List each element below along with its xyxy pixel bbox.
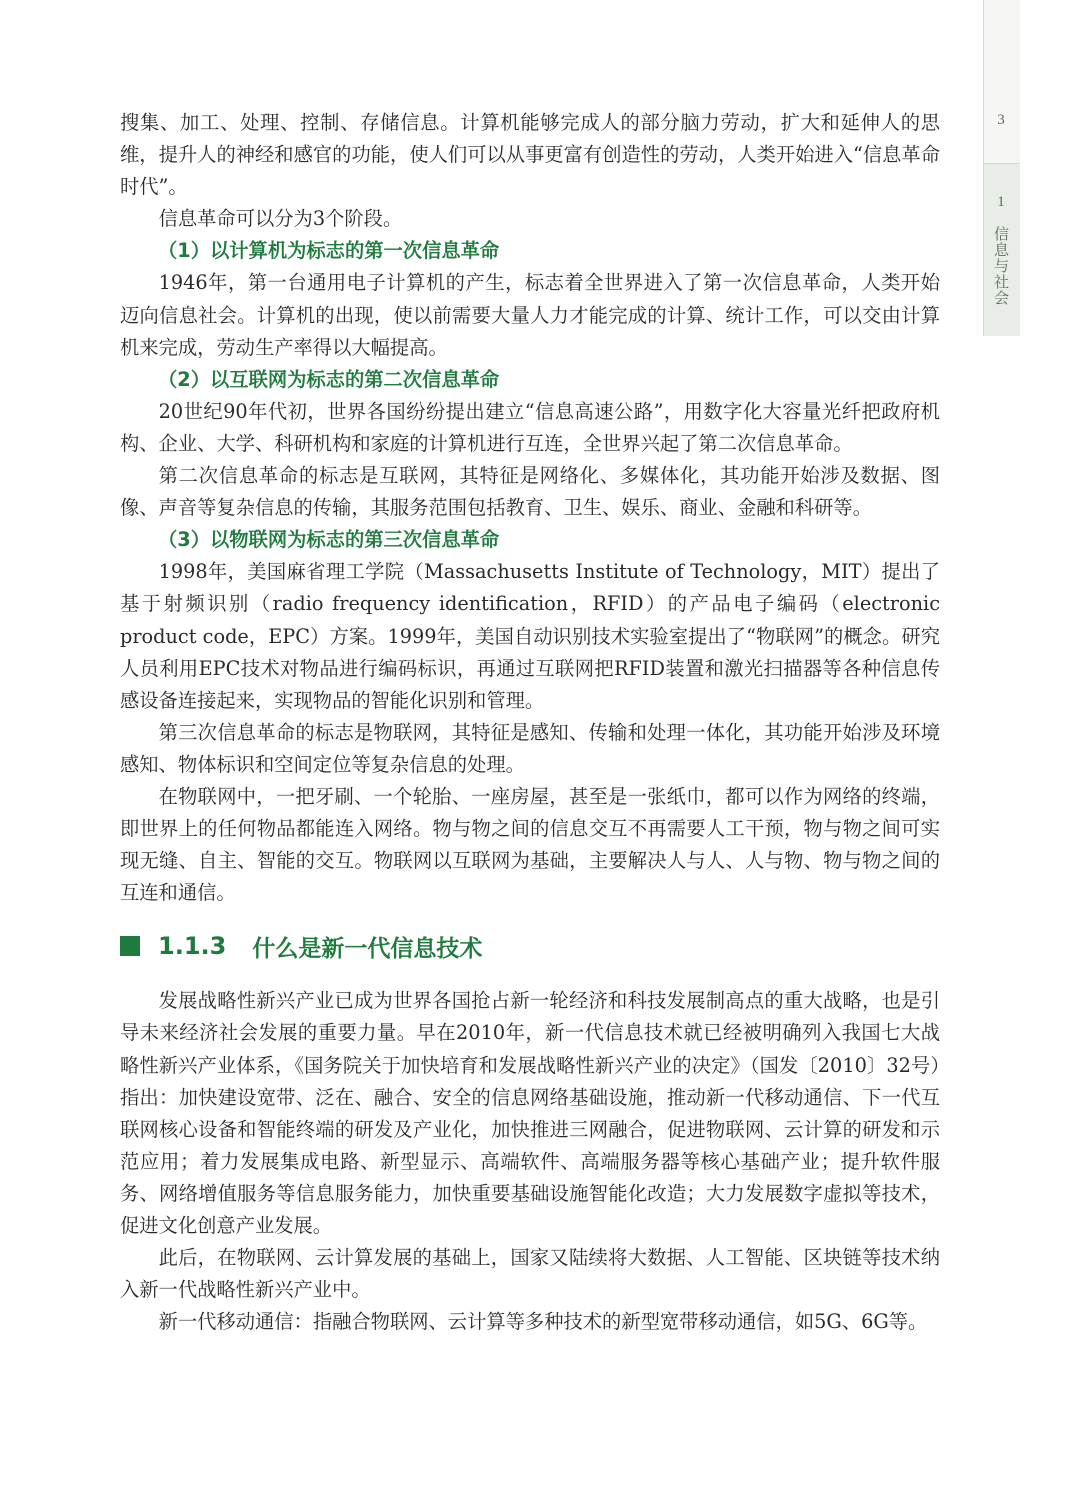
paragraph: 新一代移动通信：指融合物联网、云计算等多种技术的新型宽带移动通信，如5G、6G等。 (158, 1310, 928, 1334)
subheading-first-revolution: （1）以计算机为标志的第一次信息革命 (158, 239, 500, 263)
subheading-third-revolution: （3）以物联网为标志的第三次信息革命 (158, 528, 500, 552)
chapter-title: 信息与社会 (992, 226, 1010, 306)
paragraph: 1946年，第一台通用电子计算机的产生，标志着全世界进入了第一次信息革命，人类开始迈向信息社会。计算机的出现，使以前需要大量人力才能完成的计算、统计工作，可以交由计算机来完成，劳动生产率得以大幅提高。 (120, 271, 940, 359)
section-title: 什么是新一代信息技术 (252, 935, 483, 962)
page-content (120, 107, 940, 1338)
subheading-second-revolution: （2）以互联网为标志的第二次信息革命 (158, 367, 500, 391)
section-square-icon (120, 936, 140, 956)
section-number: 1.1.3 (158, 932, 227, 961)
section-heading (120, 929, 940, 963)
chapter-number: 1 (997, 194, 1005, 210)
paragraph: 第三次信息革命的标志是物联网，其特征是感知、传输和处理一体化，其功能开始涉及环境感知、物体标识和空间定位等复杂信息的处理。 (120, 720, 940, 776)
paragraph: 此后，在物联网、云计算发展的基础上，国家又陆续将大数据、人工智能、区块链等技术纳入新一代战略性新兴产业中。 (120, 1246, 940, 1302)
paragraph: 信息革命可以分为3个阶段。 (158, 207, 403, 231)
paragraph: 搜集、加工、处理、控制、存储信息。计算机能够完成人的部分脑力劳动，扩大和延伸人的思维，提升人的神经和感官的功能，使人们可以从事更富有创造性的劳动，人类开始进入“信息革命时代”。 (120, 111, 940, 199)
paragraph: 20世纪90年代初，世界各国纷纷提出建立“信息高速公路”，用数字化大容量光纤把政府机构、企业、大学、科研机构和家庭的计算机进行互连，全世界兴起了第二次信息革命。 (120, 399, 940, 455)
page-number-tab (984, 0, 1020, 164)
paragraph: 1998年，美国麻省理工学院（Massachusetts Institute of Technology，MIT）提出了基于射频识别（radio frequency identification，RFID）的产品电子编码（electronic product code，EPC）方案。1999年，美国自动识别技术实验室提出了“物联网”的概念。研究人员利用EPC技术对物品进行编码标识，再通过互联网把RFID装置和激光扫描器等各种信息传感设备连接起来，实现物品的智能化识别和管理。 (120, 560, 940, 712)
page-number: 3 (997, 112, 1005, 128)
paragraph: 在物联网中，一把牙刷、一个轮胎、一座房屋，甚至是一张纸巾，都可以作为网络的终端，即世界上的任何物品都能连入网络。物与物之间的信息交互不再需要人工干预，物与物之间可实现无缝、自主、智能的交互。物联网以互联网为基础，主要解决人与人、人与物、物与物之间的互连和通信。 (120, 784, 940, 905)
paragraph: 发展战略性新兴产业已成为世界各国抢占新一轮经济和科技发展制高点的重大战略，也是引导未来经济社会发展的重要力量。早在2010年，新一代信息技术就已经被明确列入我国七大战略性新兴产业体系，《国务院关于加快培育和发展战略性新兴产业的决定》（国发〔2010〕32号）指出：加快建设宽带、泛在、融合、安全的信息网络基础设施，推动新一代移动通信、下一代互联网核心设备和智能终端的研发及产业化，加快推进三网融合，促进物联网、云计算的研发和示范应用；着力发展集成电路、新型显示、高端软件、高端服务器等核心基础产业；提升软件服务、网络增值服务等信息服务能力，加快重要基础设施智能化改造；大力发展数字虚拟等技术，促进文化创意产业发展。 (120, 989, 940, 1237)
paragraph: 第二次信息革命的标志是互联网，其特征是网络化、多媒体化，其功能开始涉及数据、图像、声音等复杂信息的传输，其服务范围包括教育、卫生、娱乐、商业、金融和科研等。 (120, 464, 940, 520)
